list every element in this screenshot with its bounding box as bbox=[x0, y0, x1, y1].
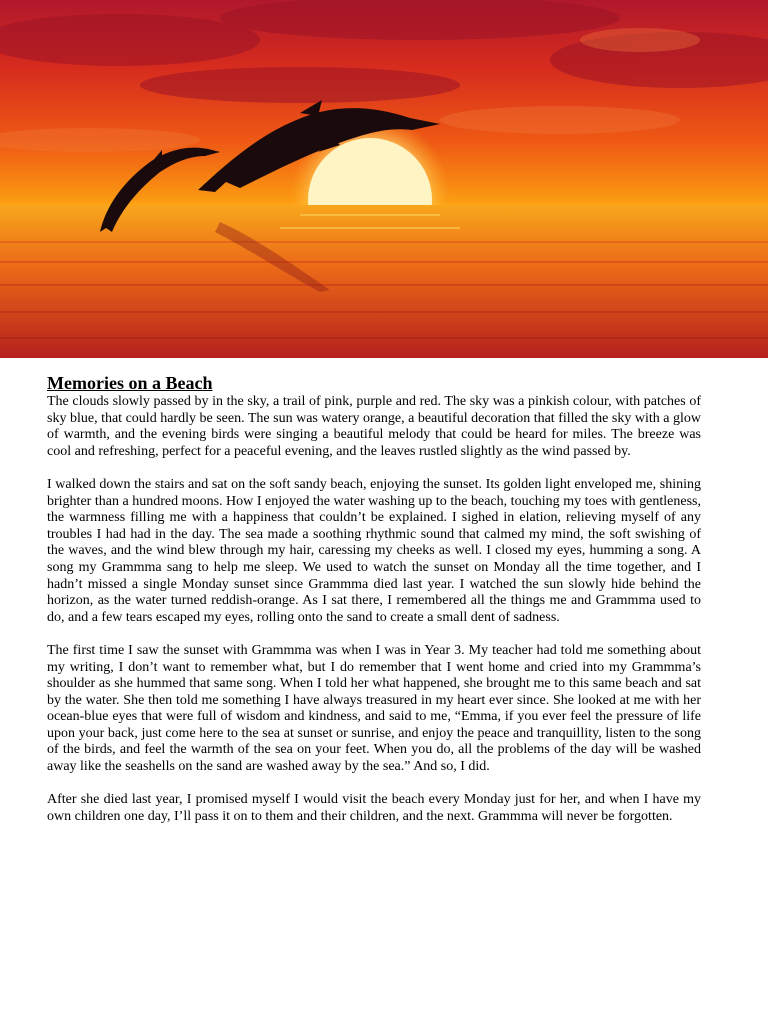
paragraph-3: The first time I saw the sunset with Grammma was when I was in Year 3. My teacher had told me something about my writing, I don’t want to remember what, but I do remember that I went home and cried into my Grammma’s shoulder as she hummed that same song. When I told her what happened, she brought me to this same beach and sat by the water. She then told me something I have always treasured in my heart ever since. She looked at me with her ocean-blue eyes that were full of wisdom and kindness, and said to me, “Emma, if you ever feel the pressure of life upon your back, just come here to the sea at sunset or sunrise, and enjoy the peace and tranquillity, listen to the song of the birds, and feel the warmth of the sea on your feet. When you do, all the problems of the day will be washed away like the seashells on the sand are washed away by the sea.” And so, I did. bbox=[47, 642, 701, 775]
sunset-dolphins-image bbox=[0, 0, 768, 358]
paragraph-2: I walked down the stairs and sat on the soft sandy beach, enjoying the sunset. Its golden light enveloped me, shining brighter than a hundred moons. How I enjoyed the water washing up to the beach, touching my toes with gentleness, the warmness filling me with a happiness that couldn’t be explained. I sighed in elation, relieving myself of any troubles I had had in the day. The sea made a soothing rhythmic sound that calmed my mind, the soft swishing of the waves, and the wind blew through my hair, caressing my cheeks as well. I closed my eyes, humming a song. A song my Grammma sang to help me sleep. We used to watch the sunset on Monday all the time together, and I hadn’t missed a single Monday sunset since Grammma died last year. I watched the sun slowly hide behind the horizon, as the water turned reddish-orange. As I sat there, I remembered all the things me and Grammma used to do, and a few tears escaped my eyes, rolling onto the sand to create a small dent of sadness. bbox=[47, 476, 701, 625]
article bbox=[47, 372, 701, 842]
sunset-illustration bbox=[0, 0, 768, 358]
paragraph-1: The clouds slowly passed by in the sky, a trail of pink, purple and red. The sky was a pinkish colour, with patches of sky blue, that could hardly be seen. The sun was watery orange, a beautiful decoration that filled the sky with a glow of warmth, and the evening birds were singing a beautiful melody that could be heard for miles. The breeze was cool and refreshing, perfect for a peaceful evening, and the leaves rustled slightly as the wind passed by. bbox=[47, 394, 701, 459]
paragraph-4: After she died last year, I promised myself I would visit the beach every Monday just for her, and when I have my own children one day, I’ll pass it on to them and their children, and the next. Grammma will never be forgotten. bbox=[47, 792, 701, 824]
article-title: Memories on a Beach bbox=[47, 373, 213, 393]
